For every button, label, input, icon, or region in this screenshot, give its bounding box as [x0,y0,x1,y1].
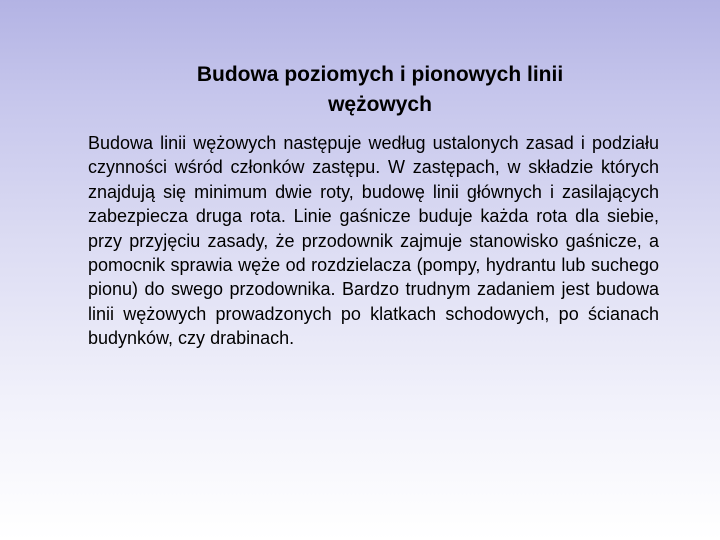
slide-title [120,60,640,120]
slide-body-text: Budowa linii wężowych następuje według ustalonych zasad i podziału czynności wśród członków zastępu. W zastępach, w składzie których znajdują się minimum dwie roty, budowę linii głównych i zasilających zabezpiecza druga rota. Linie gaśnicze buduje każda rota dla siebie, przy przyjęciu zasady, że przodownik zajmuje stanowisko gaśnicze, a pomocnik sprawia węże od rozdzielacza (pompy, hydrantu lub suchego pionu) do swego przodownika. Bardzo trudnym zadaniem jest budowa linii wężowych prowadzonych po klatkach schodowych, po ścianach budynków, czy drabinach. [88,133,659,349]
slide-title-line-2: wężowych [328,93,432,116]
slide-title-line-1: Budowa poziomych i pionowych linii [196,63,564,86]
